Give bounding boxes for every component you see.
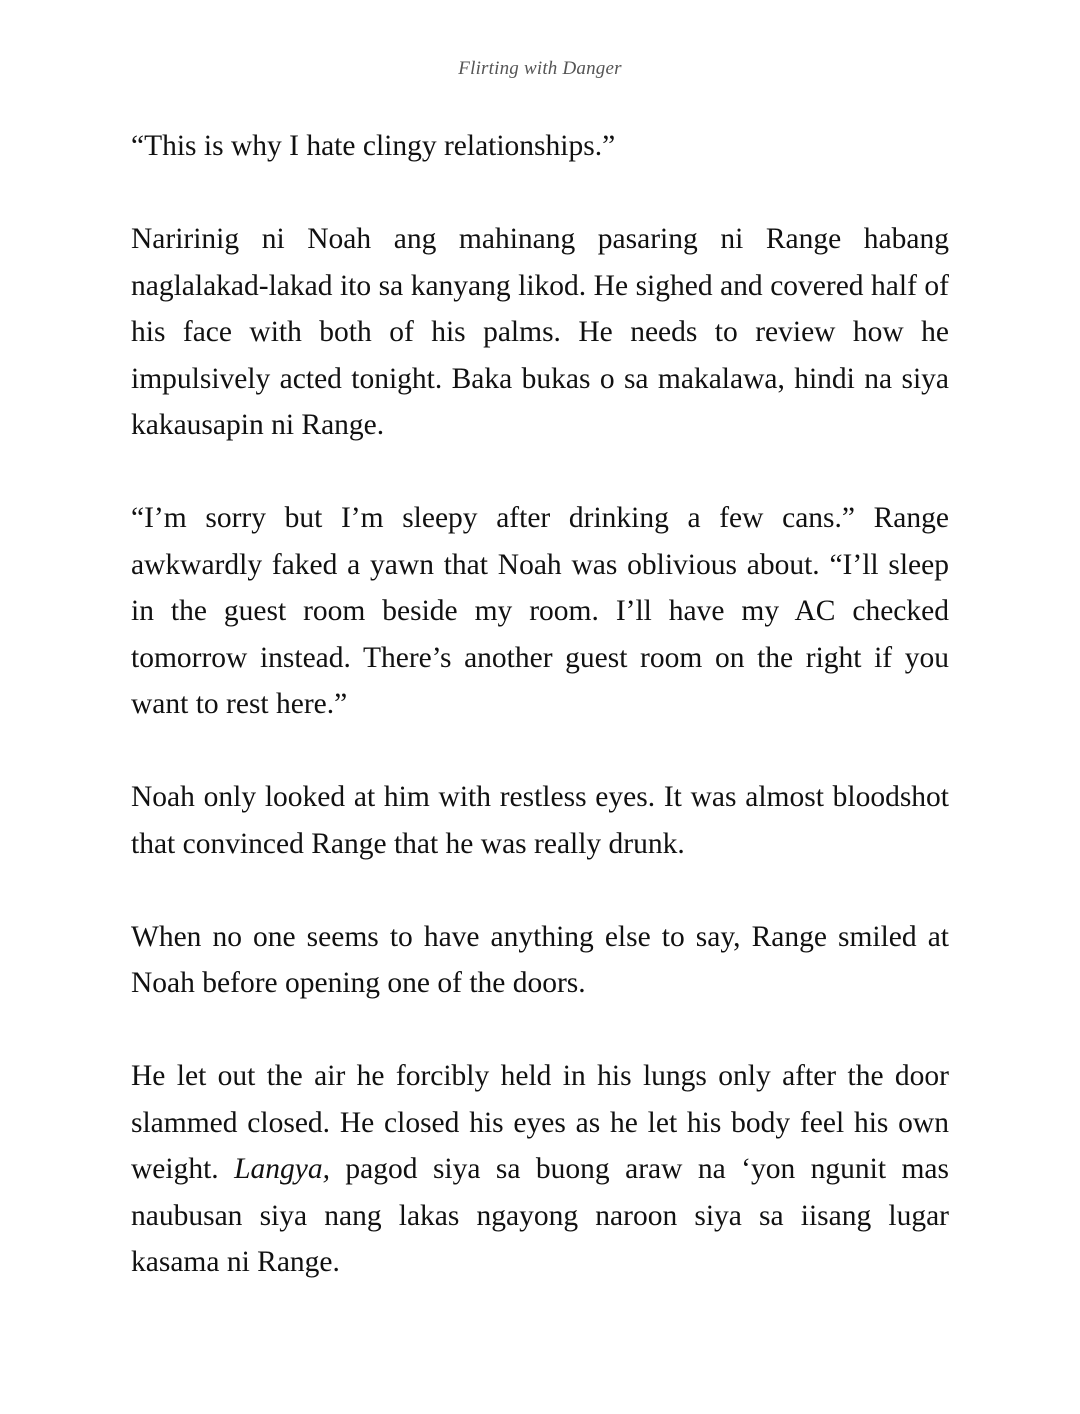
chapter-body	[131, 123, 949, 1286]
paragraph-6-text-after: pagod siya sa buong araw na ‘yon ngunit mas naubusan siya nang lakas ngayong naroon siya sa iisang lugar kasama ni Range.	[131, 1153, 949, 1278]
running-header-title: Flirting with Danger	[458, 58, 622, 79]
paragraph-2: Naririnig ni Noah ang mahinang pasaring ni Range habang naglalakad-lakad ito sa kanyang likod. He sighed and covered half of his face with both of his palms. He needs to review how he impulsively acted tonight. Baka bukas o sa makalawa, hindi na siya kakausapin ni Range.	[131, 223, 949, 441]
paragraph-6-text-before: He let out the air he forcibly held in his lungs only after the door slammed closed. He closed his eyes as he let his body feel his own weight.	[131, 1060, 949, 1185]
paragraph-1: “This is why I hate clingy relationships.”	[131, 130, 616, 162]
paragraph-6	[131, 1053, 949, 1286]
paragraph-6-italic-word: Langya,	[234, 1153, 330, 1185]
paragraph-5: When no one seems to have anything else to say, Range smiled at Noah before opening one of the doors.	[131, 920, 949, 999]
paragraph-3: “I’m sorry but I’m sleepy after drinking a few cans.” Range awkwardly faked a yawn that Noah was oblivious about. “I’ll sleep in the guest room beside my room. I’ll have my AC checked tomorrow instead. There’s another guest room on the right if you want to rest here.”	[131, 502, 949, 720]
paragraph-4: Noah only looked at him with restless eyes. It was almost bloodshot that convinced Range that he was really drunk.	[131, 781, 949, 860]
